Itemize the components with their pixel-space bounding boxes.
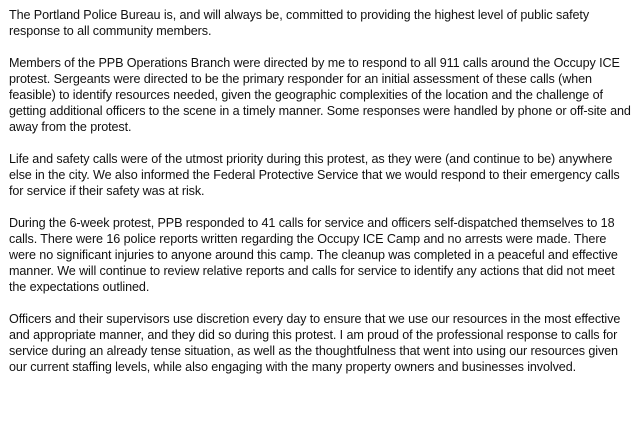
paragraph-protest-statistics: During the 6-week protest, PPB responded to 41 calls for service and officers self-dispatched themselves to 18 calls. There were 16 police reports written regarding the Occupy ICE Camp and no arrests were made. There were no significant injuries to anyone around this camp. The cleanup was completed in a peaceful and effective manner. We will continue to review relative reports and calls for service to identify any actions that did not meet the expectations outlined. <box>9 216 618 294</box>
paragraph-operations-branch: Members of the PPB Operations Branch were directed by me to respond to all 911 calls around the Occupy ICE protest. Sergeants were directed to be the primary responder for an initial assessment of these calls (when feasible) to identify resources needed, given the geographic complexities of the location and the challenge of getting additional officers to the scene in a timely manner. Some responses were handled by phone or off-site and away from the protest. <box>9 56 631 134</box>
paragraph-life-safety: Life and safety calls were of the utmost priority during this protest, as they were (and continue to be) anywhere else in the city. We also informed the Federal Protective Service that we would respond to their emergency calls for service if their safety was at risk. <box>9 152 620 198</box>
paragraph-officer-discretion: Officers and their supervisors use discretion every day to ensure that we use our resources in the most effective and appropriate manner, and they did so during this protest. I am proud of the professional response to calls for service during an already tense situation, as well as the thoughtfulness that went into using our resources given our current staffing levels, while also engaging with the many property owners and businesses involved. <box>9 312 621 374</box>
paragraph-commitment: The Portland Police Bureau is, and will always be, committed to providing the highest level of public safety response to all community members. <box>9 8 590 38</box>
statement-document <box>9 7 633 375</box>
